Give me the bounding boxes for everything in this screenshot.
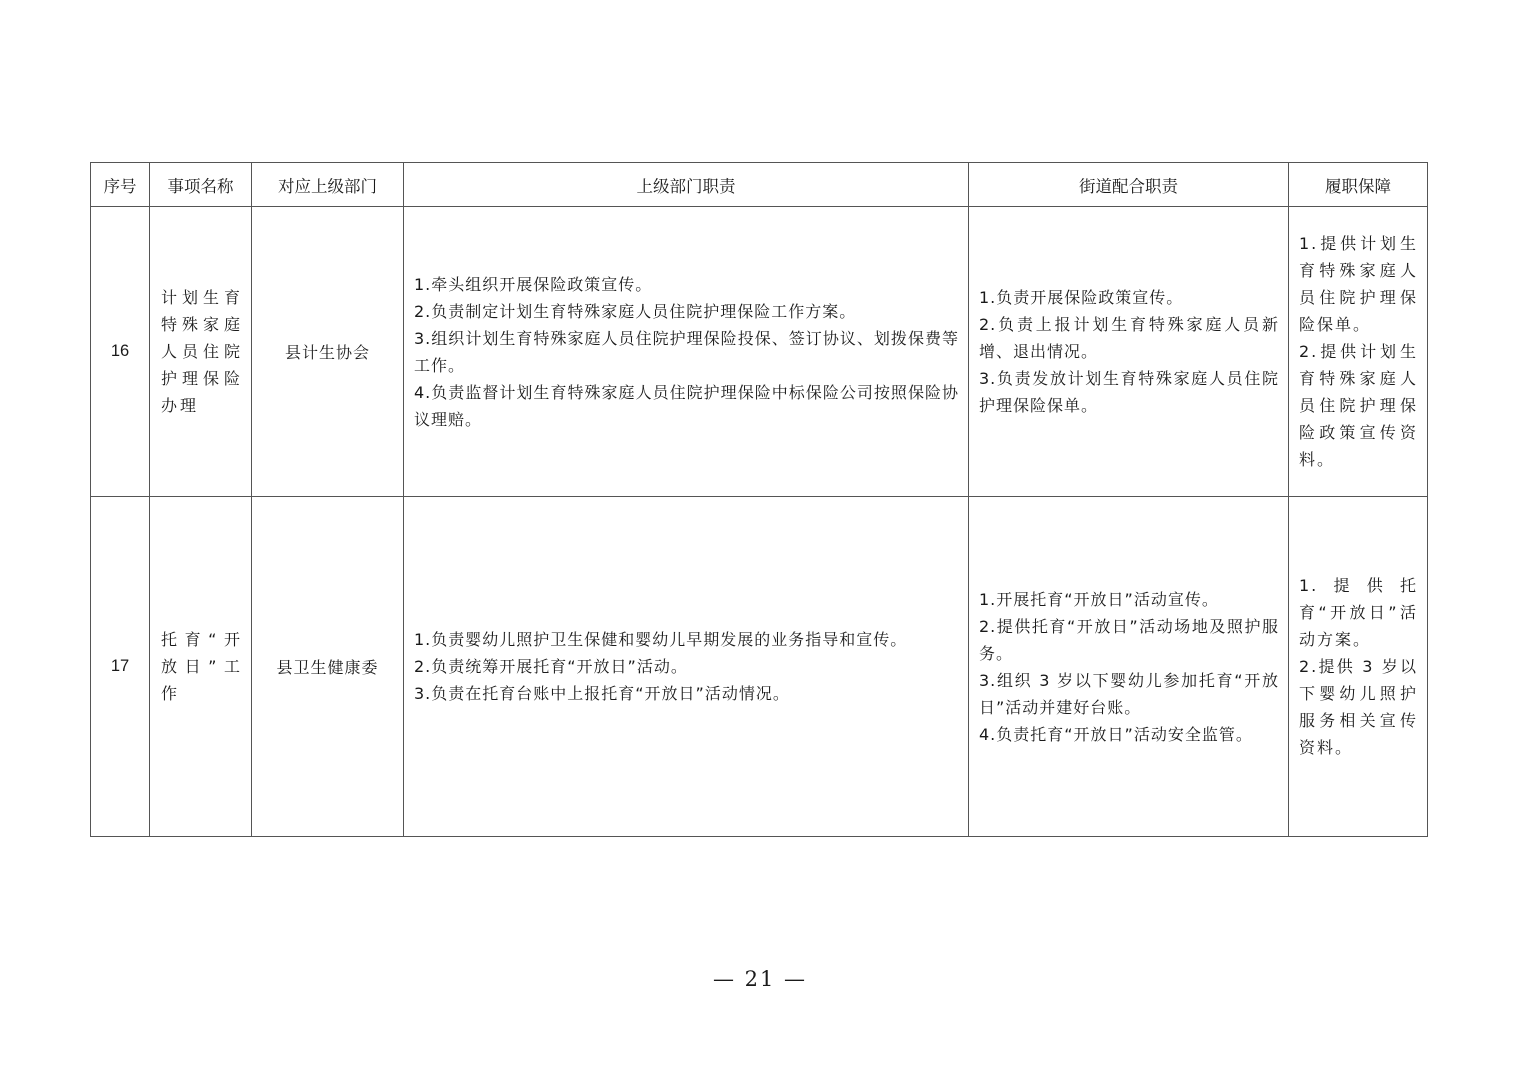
street-duty-item: 3.负责发放计划生育特殊家庭人员住院护理保险保单。 (979, 369, 1279, 415)
superior-duties-cell (404, 497, 969, 837)
superior-duty-item: 2.负责制定计划生育特殊家庭人员住院护理保险工作方案。 (414, 301, 857, 321)
street-duties-cell (969, 207, 1289, 497)
table-row (91, 497, 1428, 837)
street-duty-item: 2.负责上报计划生育特殊家庭人员新增、退出情况。 (979, 315, 1279, 361)
item-name-cell (150, 207, 252, 497)
guarantees-cell (1289, 207, 1428, 497)
superior-duty-item: 4.负责监督计划生育特殊家庭人员住院护理保险中标保险公司按照保险协议理赔。 (414, 382, 959, 429)
guarantee-item: 2.提供 3 岁以下婴幼儿照护服务相关宣传资料。 (1299, 657, 1418, 757)
superior-dept: 县卫生健康委 (252, 497, 404, 837)
guarantee-item: 2.提供计划生育特殊家庭人员住院护理保险政策宣传资料。 (1299, 342, 1418, 469)
street-duty-item: 3.组织 3 岁以下婴幼儿参加托育“开放日”活动并建好台账。 (979, 670, 1279, 717)
superior-duty-item: 3.组织计划生育特殊家庭人员住院护理保险投保、签订协议、划拨保费等工作。 (414, 328, 959, 375)
item-name: 计划生育特殊家庭人员住院护理保险办理 (161, 288, 243, 415)
street-duty-item: 4.负责托育“开放日”活动安全监管。 (979, 724, 1253, 744)
header-superior-dept: 对应上级部门 (252, 163, 404, 207)
header-guarantee: 履职保障 (1289, 163, 1428, 207)
guarantees-cell (1289, 497, 1428, 837)
superior-duty-item: 1.负责婴幼儿照护卫生保健和婴幼儿早期发展的业务指导和宣传。 (414, 630, 908, 649)
street-duty-item: 1.开展托育“开放日”活动宣传。 (979, 589, 1219, 609)
row-index: 16 (91, 207, 150, 497)
street-duties-cell (969, 497, 1289, 837)
header-street-duty: 街道配合职责 (969, 163, 1289, 207)
street-duty-item: 2.提供托育“开放日”活动场地及照护服务。 (979, 616, 1279, 663)
superior-duty-item: 3.负责在托育台账中上报托育“开放日”活动情况。 (414, 684, 790, 703)
superior-duty-item: 1.牵头组织开展保险政策宣传。 (414, 274, 653, 294)
superior-dept: 县计生协会 (252, 207, 404, 497)
row-index: 17 (91, 497, 150, 837)
header-superior-duty: 上级部门职责 (404, 163, 969, 207)
superior-duty-item: 2.负责统筹开展托育“开放日”活动。 (414, 657, 688, 676)
superior-duties-cell (404, 207, 969, 497)
header-index: 序号 (91, 163, 150, 207)
street-duty-item: 1.负责开展保险政策宣传。 (979, 288, 1184, 307)
header-item-name: 事项名称 (150, 163, 252, 207)
page-number: — 21 — (712, 967, 808, 991)
duty-table (90, 162, 1428, 837)
item-name-cell (150, 497, 252, 837)
guarantee-item: 1.提供计划生育特殊家庭人员住院护理保险保单。 (1299, 234, 1418, 334)
table-row (91, 207, 1428, 497)
item-name: 托育“开放日”工作 (161, 630, 243, 703)
guarantee-item: 1.提供托育“开放日”活动方案。 (1299, 576, 1418, 649)
table-header-row (91, 163, 1428, 207)
